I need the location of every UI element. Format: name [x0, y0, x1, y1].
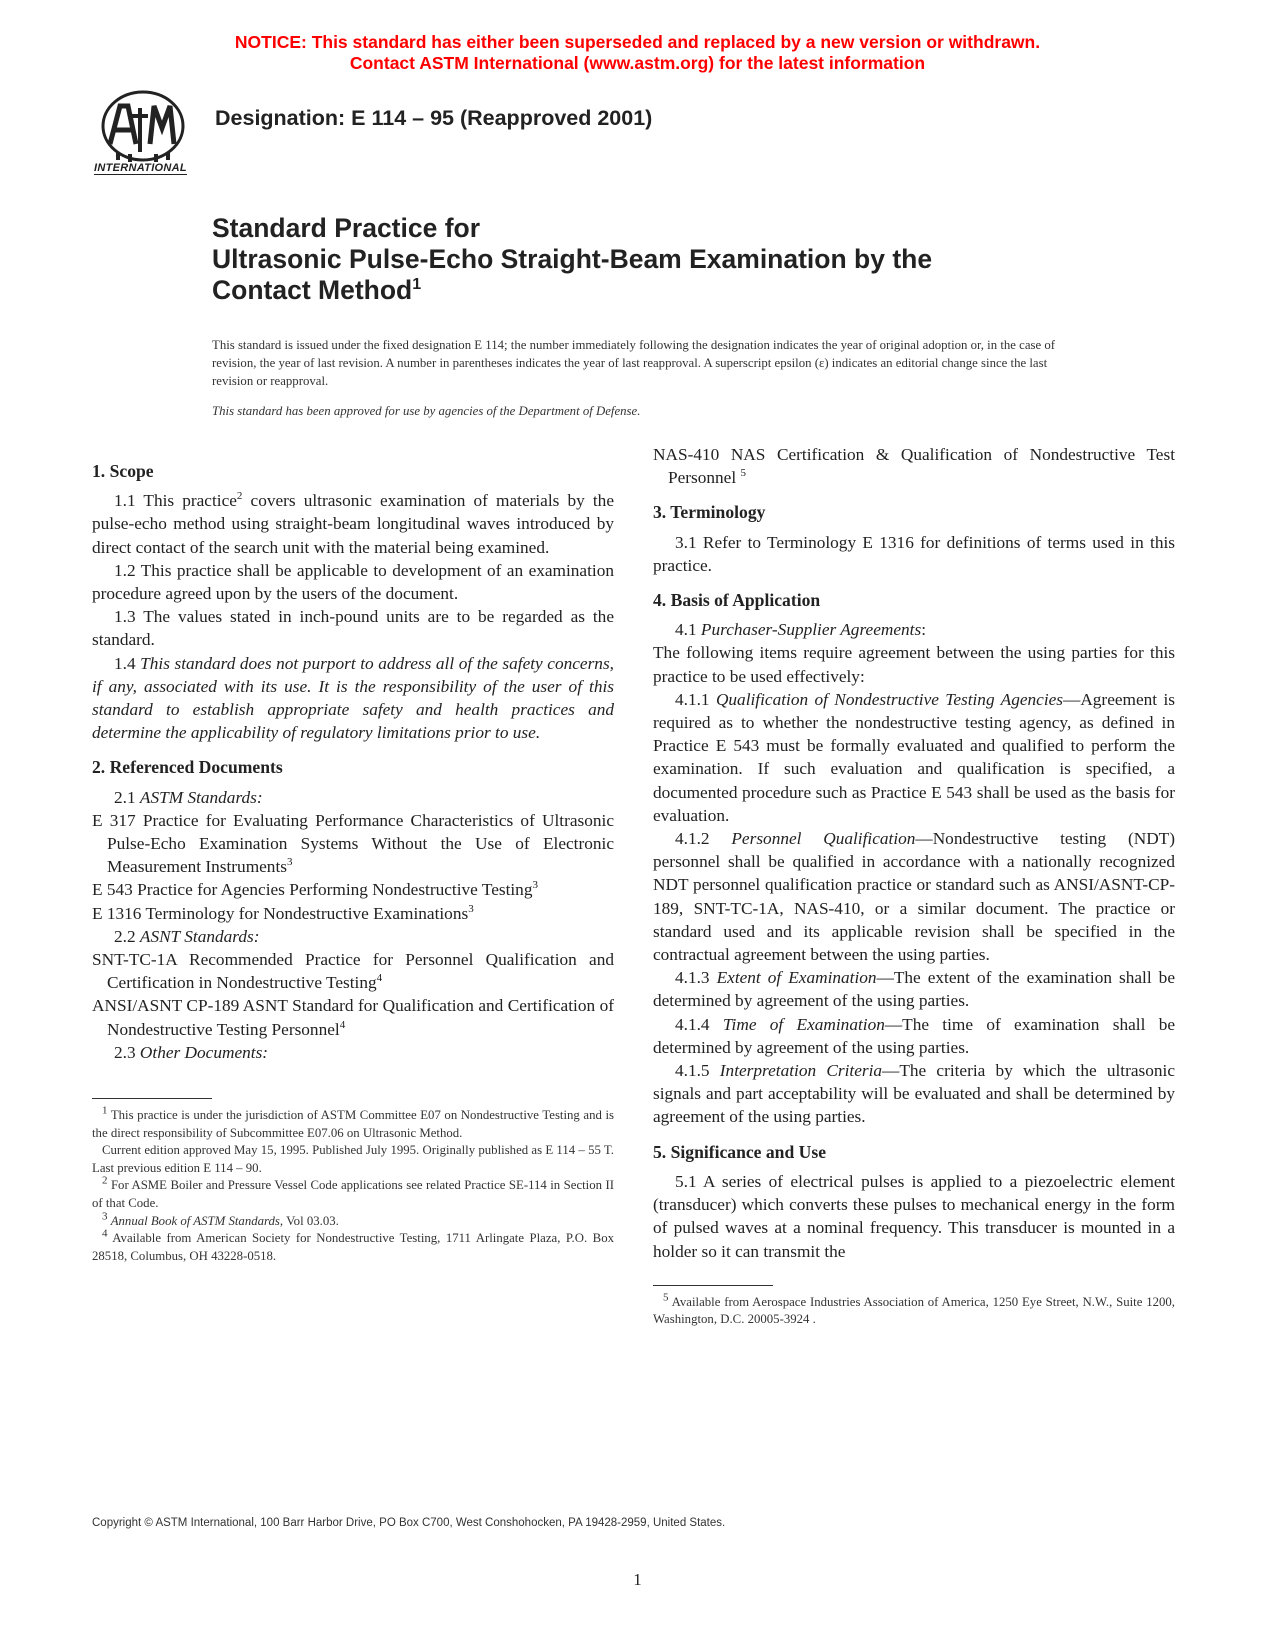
- scope-1-1: 1.1 This practice$^2$ covers ultrasonic examination of materials by the pulse-echo method using straight-beam longitudinal waves introduced by direct contact of the search unit with the material being examined.: [92, 490, 614, 557]
- ref-ansi: ANSI/ASNT CP-189 ASNT Standard for Qualification and Certification of Nondestructive Testing Personnel$^4$: [92, 996, 614, 1039]
- refdocs-2-1: 2.1 ASTM Standards:: [114, 787, 263, 807]
- copyright: Copyright © ASTM International, 100 Barr Harbor Drive, PO Box C700, West Conshohocken, PA 19428-2959, United States.: [92, 1517, 726, 1529]
- notice-line-2: Contact ASTM International (www.astm.org) for the latest information: [349, 53, 926, 73]
- footnote-5: $^5$ Available from Aerospace Industries Association of America, 1250 Eye Street, N.W., Suite 1200, Washington, D.C. 20005-3924 .: [653, 1291, 1175, 1327]
- page-title: [212, 213, 1112, 306]
- basis-4-1-4: 4.1.4 Time of Examination—The time of examination shall be determined by agreement of the using parties.: [653, 1014, 1175, 1057]
- footnote-1: $^1$ This practice is under the jurisdiction of ASTM Committee E07 on Nondestructive Testing and is the direct responsibility of Subcommittee E07.06 on Ultrasonic Method.: [92, 1104, 614, 1140]
- scope-1-2: 1.2 This practice shall be applicable to development of an examination procedure agreed upon by the users of the document.: [92, 560, 614, 604]
- logo-international-text: INTERNATIONAL: [94, 162, 187, 174]
- basis-4-1-1: 4.1.1 Qualification of Nondestructive Testing Agencies—Agreement is required as to whether the nondestructive testing agency, as defined in Practice E 543 must be formally evaluated and qualified to perform the examination. If such evaluation and qualification is specified, a documented procedure such as Practice E 543 shall be used as the basis for evaluation.: [653, 689, 1175, 825]
- scope-1-3: 1.3 The values stated in inch-pound units are to be regarded as the standard.: [92, 607, 614, 650]
- footnotes-left: [92, 1104, 614, 1265]
- designation: Designation: E 114 – 95 (Reapproved 2001): [215, 106, 653, 130]
- page-number: 1: [633, 1570, 642, 1589]
- footnote-rule-left: [92, 1098, 212, 1099]
- title-line-3: Contact Method: [212, 275, 413, 305]
- footnote-3: $^3$ Annual Book of ASTM Standards, Vol 03.03.: [102, 1210, 339, 1228]
- refdocs-2-3: 2.3 Other Documents:: [114, 1042, 269, 1062]
- approved-note: This standard has been approved for use by agencies of the Department of Defense.: [212, 404, 641, 418]
- footnote-4: $^4$ Available from American Society for Nondestructive Testing, 1711 Arlingate Plaza, P.O. Box 28518, Columbus, OH 43228-0518.: [92, 1227, 614, 1263]
- right-column: [653, 443, 1175, 1329]
- footnote-rule-right: [653, 1285, 773, 1286]
- title-footnote-ref: 1: [412, 276, 422, 294]
- left-column: [92, 460, 614, 1265]
- scope-1-4: 1.4 This standard does not purport to address all of the safety concerns, if any, associated with its use. It is the responsibility of the user of this standard to establish appropriate safety and health practices and determine the applicability of regulatory limitations prior to use.: [92, 653, 614, 743]
- basis-4-1-body: The following items require agreement between the using parties for this practice to be used effectively:: [653, 643, 1175, 686]
- astm-logo: [88, 86, 198, 182]
- title-line-2: Ultrasonic Pulse-Echo Straight-Beam Examination by the: [212, 244, 933, 274]
- footnote-2: $^2$ For ASME Boiler and Pressure Vessel Code applications see related Practice SE-114 in Section II of that Code.: [92, 1175, 614, 1211]
- basis-heading: 4. Basis of Application: [653, 590, 821, 611]
- notice-line-1: NOTICE: This standard has either been superseded and replaced by a new version or withdrawn.: [234, 32, 1041, 52]
- issue-note: This standard is issued under the fixed designation E 114; the number immediately following the designation indicates the year of original adoption or, in the case of revision, the year of last revision. A number in parentheses indicates the year of last reapproval. A superscript epsilon (ε) indicates an editorial change since the last revision or reapproval.: [212, 338, 1056, 388]
- significance-heading: 5. Significance and Use: [653, 1141, 827, 1162]
- ref-e317: E 317 Practice for Evaluating Performance Characteristics of Ultrasonic Pulse-Echo Examination Systems Without the Use of Electronic Measurement Instruments$^3$: [92, 810, 614, 877]
- basis-4-1-3: 4.1.3 Extent of Examination—The extent of the examination shall be determined by agreement of the using parties.: [653, 968, 1175, 1011]
- scope-heading: 1. Scope: [92, 461, 154, 481]
- refdocs-heading: 2. Referenced Documents: [92, 757, 283, 778]
- ref-e1316: E 1316 Terminology for Nondestructive Examinations$^3$: [92, 902, 474, 923]
- refdocs-2-2: 2.2 ASNT Standards:: [114, 926, 260, 946]
- ref-e543: E 543 Practice for Agencies Performing Nondestructive Testing$^3$: [92, 879, 538, 900]
- footnote-1b: Current edition approved May 15, 1995. Published July 1995. Originally published as E 114 – 55 T. Last previous edition E 114 – 90.: [92, 1143, 614, 1175]
- ref-snt: SNT-TC-1A Recommended Practice for Personnel Qualification and Certification in Nondestructive Testing$^4$: [92, 950, 614, 993]
- footnotes-right: [653, 1291, 1175, 1329]
- significance-5-1: 5.1 A series of electrical pulses is applied to a piezoelectric element (transducer) which converts these pulses to mechanical energy in the form of pulsed waves at a nominal frequency. This transducer is mounted in a holder so it can transmit the: [653, 1171, 1175, 1261]
- terminology-3-1: 3.1 Refer to Terminology E 1316 for definitions of terms used in this practice.: [653, 532, 1175, 575]
- ref-nas410: NAS-410 NAS Certification & Qualification of Nondestructive Test Personnel $^5$: [653, 445, 1175, 488]
- withdrawal-notice: [0, 32, 1275, 74]
- terminology-heading: 3. Terminology: [653, 502, 766, 523]
- basis-4-1-2: 4.1.2 Personnel Qualification—Nondestructive testing (NDT) personnel shall be qualified in accordance with a nationally recognized NDT personnel qualification practice or standard such as ANSI/ASNT-CP-189, SNT-TC-1A, NAS-410, or a similar document. The practice or standard used and its applicable revision shall be specified in the contractual agreement between the using parties.: [653, 829, 1175, 965]
- basis-4-1-5: 4.1.5 Interpretation Criteria—The criteria by which the ultrasonic signals and part acceptability will be evaluated and shall be determined by agreement of the using parties.: [653, 1061, 1175, 1127]
- basis-4-1: 4.1 Purchaser-Supplier Agreements:: [675, 620, 927, 640]
- title-line-1: Standard Practice for: [212, 213, 481, 243]
